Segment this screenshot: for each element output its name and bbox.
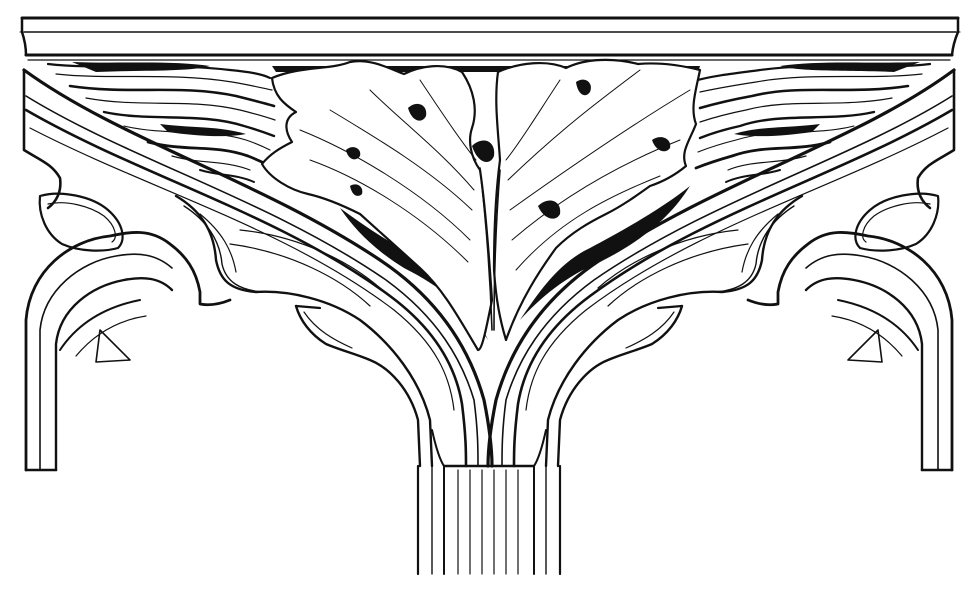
cornice-moulding: [20, 18, 960, 60]
spandrel-hatching-right: [696, 62, 930, 182]
carved-leaf-boss: [262, 60, 700, 350]
